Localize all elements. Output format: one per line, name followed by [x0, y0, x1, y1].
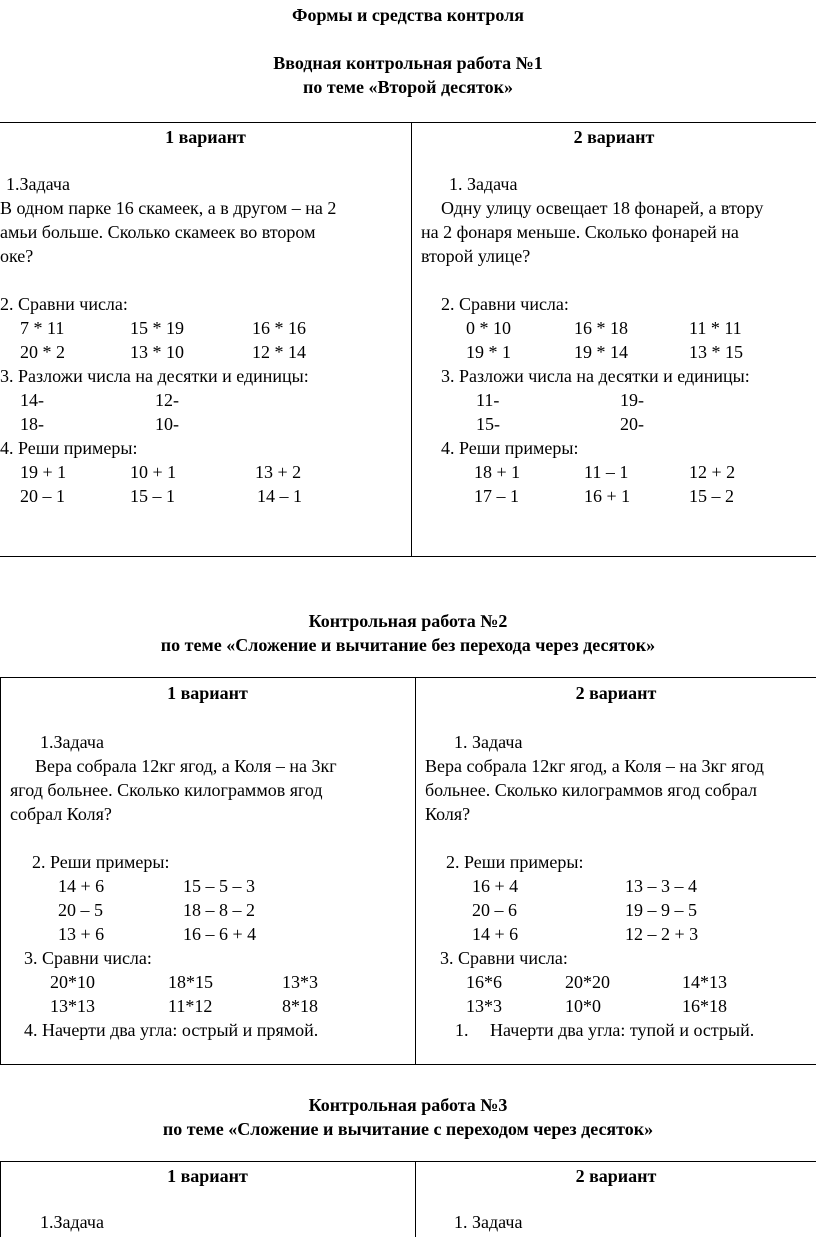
compare-item: 13*3: [466, 996, 502, 1016]
task-text-line: Одну улицу освещает 18 фонарей, а втору: [441, 198, 764, 218]
task-number: 1.Задача: [40, 732, 104, 752]
question-solve: 4. Реши примеры:: [441, 438, 579, 458]
compare-item: 13 * 10: [130, 342, 184, 362]
compare-item: 0 * 10: [466, 318, 511, 338]
example-item: 16 + 4: [472, 876, 519, 896]
task-text-line: Вера собрала 12кг ягод, а Коля – на 3кг: [35, 756, 337, 776]
decompose-item: 10-: [155, 414, 179, 434]
task-number: 1. Задача: [454, 732, 523, 752]
example-item: 15 – 1: [130, 486, 175, 506]
compare-item: 19 * 14: [574, 342, 628, 362]
compare-item: 20 * 2: [20, 342, 65, 362]
task-text-line: амьи больше. Сколько скамеек во втором: [0, 222, 316, 242]
question-compare: 2. Сравни числа:: [0, 294, 128, 314]
variant-heading: 2 вариант: [575, 683, 657, 703]
variant-heading: 1 вариант: [167, 1166, 248, 1186]
compare-item: 14*13: [682, 972, 727, 992]
test3-topic: по теме «Сложение и вычитание с переходом через десяток»: [162, 1119, 654, 1139]
table-border-left: [0, 677, 1, 1065]
example-item: 13 + 6: [58, 924, 105, 944]
example-item: 20 – 6: [472, 900, 517, 920]
column-divider: [415, 677, 416, 1065]
decompose-item: 14-: [20, 390, 44, 410]
question-compare: 2. Сравни числа:: [441, 294, 569, 314]
question-decompose: 3. Разложи числа на десятки и единицы:: [441, 366, 750, 386]
example-item: 18 + 1: [474, 462, 521, 482]
example-item: 15 – 5 – 3: [183, 876, 255, 896]
compare-item: 16*6: [466, 972, 502, 992]
compare-item: 16 * 18: [574, 318, 628, 338]
column-divider: [411, 122, 412, 556]
example-item: 12 + 2: [689, 462, 736, 482]
example-item: 14 + 6: [58, 876, 105, 896]
compare-item: 7 * 11: [20, 318, 65, 338]
decompose-item: 15-: [476, 414, 500, 434]
example-item: 19 + 1: [20, 462, 67, 482]
question-decompose: 3. Разложи числа на десятки и единицы:: [0, 366, 309, 386]
table-border-bottom: [0, 1064, 816, 1065]
variant-heading: 1 вариант: [165, 127, 246, 147]
test2-title: Контрольная работа №2: [308, 611, 508, 631]
variant-heading: 2 вариант: [573, 127, 655, 147]
task-number: 1. Задача: [454, 1212, 523, 1232]
task-text-line: на 2 фонаря меньше. Сколько фонарей на: [421, 222, 739, 242]
test1-topic: по теме «Второй десяток»: [303, 77, 513, 97]
task-text-line: Вера собрала 12кг ягод, а Коля – на 3кг ягод: [425, 756, 764, 776]
compare-item: 15 * 19: [130, 318, 184, 338]
example-item: 17 – 1: [474, 486, 519, 506]
decompose-item: 20-: [620, 414, 644, 434]
test2-topic: по теме «Сложение и вычитание без перехода через десяток»: [160, 635, 656, 655]
compare-item: 11*12: [168, 996, 213, 1016]
example-item: 14 + 6: [472, 924, 519, 944]
example-item: 15 – 2: [689, 486, 734, 506]
compare-item: 10*0: [565, 996, 601, 1016]
example-item: 20 – 1: [20, 486, 65, 506]
example-item: 16 + 1: [584, 486, 631, 506]
task-text-line: ягод больнее. Сколько килограммов ягод: [10, 780, 323, 800]
task-number: 1.Задача: [6, 174, 70, 194]
example-item: 13 – 3 – 4: [625, 876, 697, 896]
task-number: 1.Задача: [40, 1212, 104, 1232]
question-draw: 4. Начерти два угла: острый и прямой.: [24, 1020, 319, 1040]
compare-item: 16 * 16: [252, 318, 306, 338]
table-border-top: [0, 1161, 816, 1162]
question-draw-number: 1.: [455, 1020, 469, 1040]
compare-item: 20*10: [50, 972, 95, 992]
test1-title: Вводная контрольная работа №1: [273, 53, 543, 73]
task-text-line: Коля?: [425, 804, 471, 824]
decompose-item: 19-: [620, 390, 644, 410]
compare-item: 13 * 15: [689, 342, 743, 362]
compare-item: 19 * 1: [466, 342, 511, 362]
table-border-bottom: [0, 556, 816, 557]
example-item: 18 – 8 – 2: [183, 900, 255, 920]
decompose-item: 11-: [476, 390, 500, 410]
question-solve: 2. Реши примеры:: [446, 852, 584, 872]
compare-item: 20*20: [565, 972, 610, 992]
document-title: Формы и средства контроля: [292, 5, 524, 25]
task-number: 1. Задача: [449, 174, 518, 194]
question-compare: 3. Сравни числа:: [440, 948, 568, 968]
example-item: 10 + 1: [130, 462, 177, 482]
example-item: 11 – 1: [584, 462, 629, 482]
task-text-line: второй улице?: [421, 246, 531, 266]
example-item: 14 – 1: [257, 486, 302, 506]
compare-item: 13*13: [50, 996, 95, 1016]
decompose-item: 18-: [20, 414, 44, 434]
task-text-line: оке?: [0, 246, 34, 266]
compare-item: 12 * 14: [252, 342, 306, 362]
compare-item: 16*18: [682, 996, 727, 1016]
compare-item: 8*18: [282, 996, 318, 1016]
example-item: 19 – 9 – 5: [625, 900, 697, 920]
decompose-item: 12-: [155, 390, 179, 410]
task-text-line: В одном парке 16 скамеек, а в другом – на 2: [0, 198, 337, 218]
task-text-line: больнее. Сколько килограммов ягод собрал: [425, 780, 757, 800]
compare-item: 11 * 11: [689, 318, 742, 338]
question-solve: 2. Реши примеры:: [32, 852, 170, 872]
variant-heading: 2 вариант: [575, 1166, 657, 1186]
table-border-top: [0, 122, 816, 123]
test3-title: Контрольная работа №3: [308, 1095, 508, 1115]
example-item: 20 – 5: [58, 900, 103, 920]
example-item: 13 + 2: [255, 462, 302, 482]
task-text-line: собрал Коля?: [10, 804, 112, 824]
example-item: 16 – 6 + 4: [183, 924, 257, 944]
compare-item: 18*15: [168, 972, 213, 992]
example-item: 12 – 2 + 3: [625, 924, 699, 944]
table-border-top: [0, 677, 816, 678]
compare-item: 13*3: [282, 972, 318, 992]
question-solve: 4. Реши примеры:: [0, 438, 138, 458]
question-compare: 3. Сравни числа:: [24, 948, 152, 968]
variant-heading: 1 вариант: [167, 683, 248, 703]
question-draw: Начерти два угла: тупой и острый.: [490, 1020, 755, 1040]
